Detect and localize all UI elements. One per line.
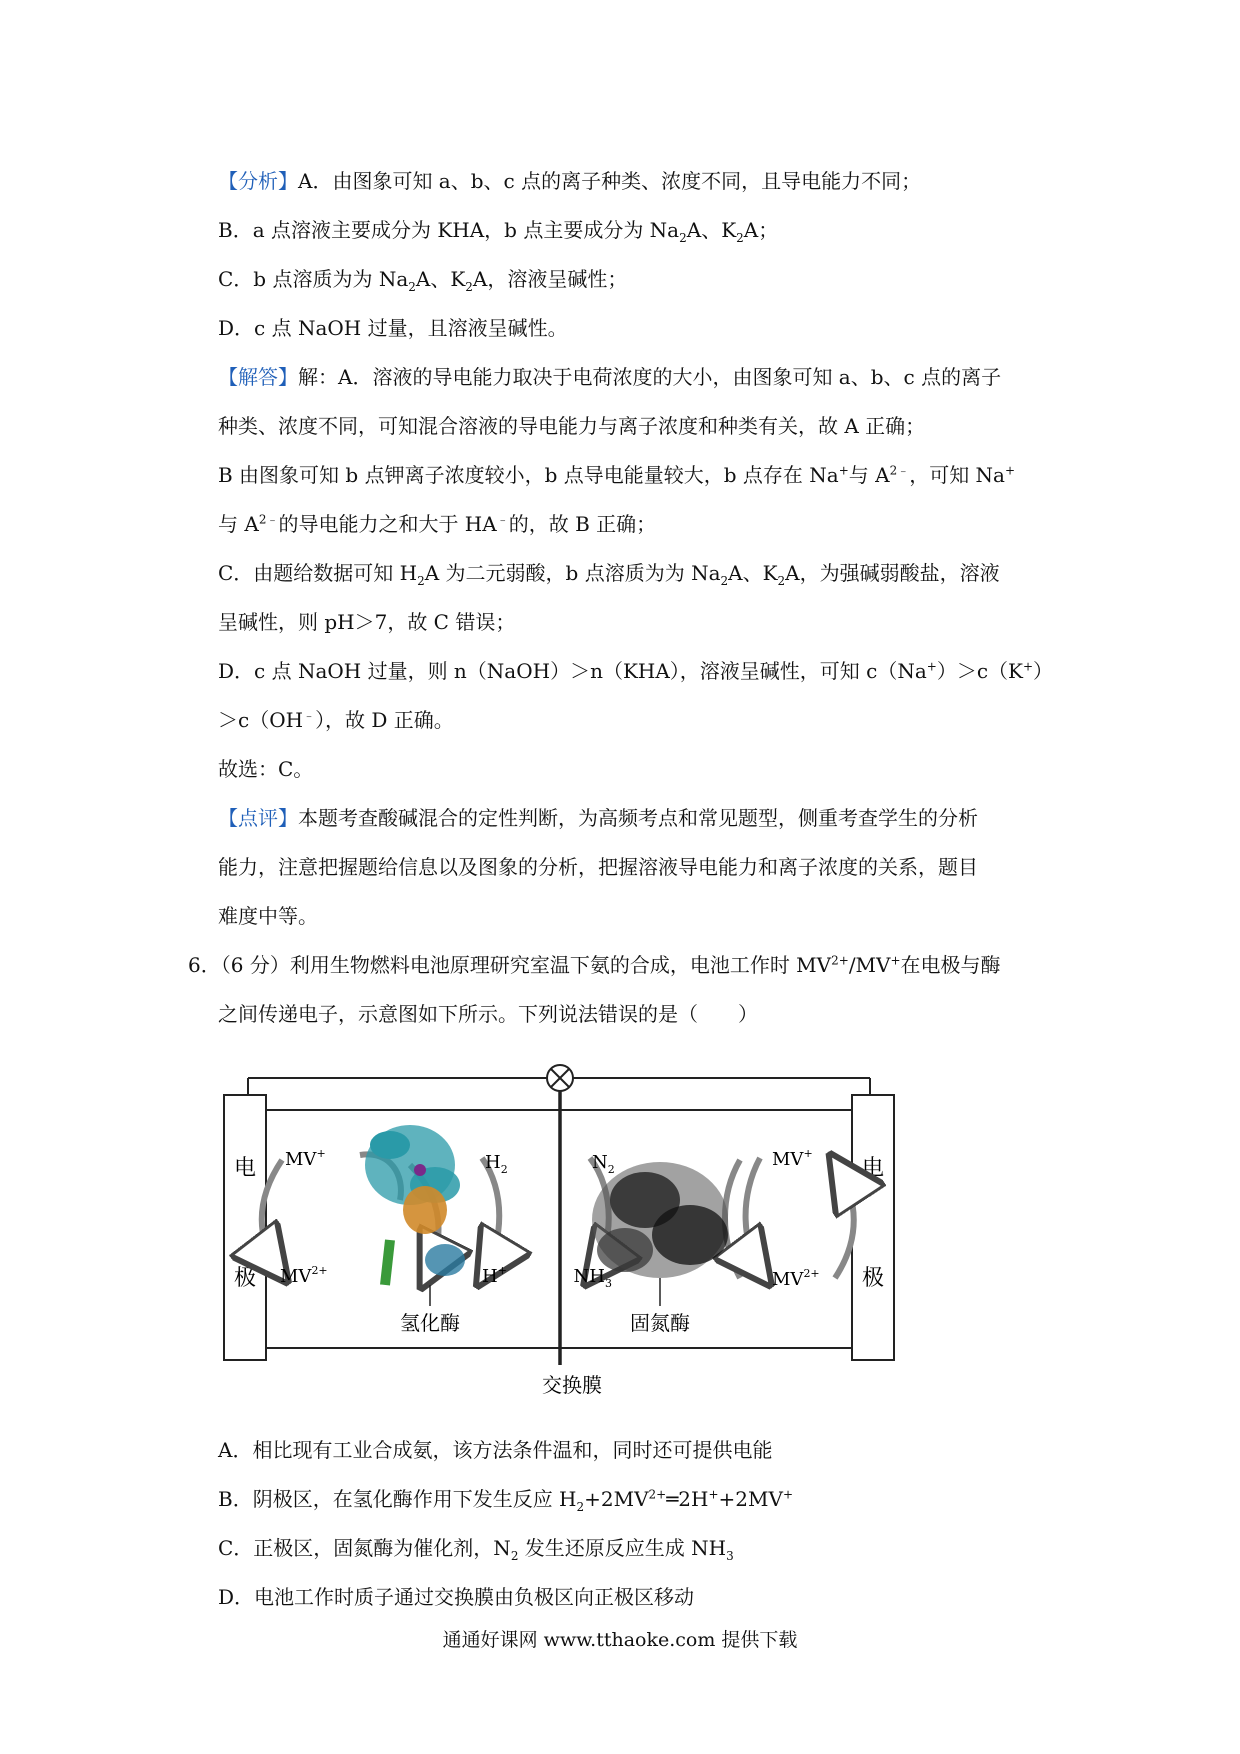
nitrogenase-structure [592,1162,728,1306]
review-tag: 【点评】 [218,806,298,830]
answer-line-9: 故选：C。 [218,757,314,781]
option-c: C．正极区，固氮酶为催化剂，$N_2$ 发生还原反应生成 $NH_3$ [218,1536,734,1563]
option-b: B．阴极区，在氢化酶作用下发生反应 $H_2+2MV^{2+}═2H^++2MV^+$ [218,1487,793,1514]
hydrogenase-structure [365,1125,465,1306]
answer-line-1: 【解答】解：A．溶液的导电能力取决于电荷浓度的大小，由图象可知 a、b、c 点的离子 [218,365,1002,389]
answer-line-3: B 由图象可知 b 点钾离子浓度较小，b 点导电能量较大，b 点存在 Na+与 $A^{2﹣}$，可知 Na+ [218,463,1016,487]
analysis-tag: 【分析】 [218,169,298,193]
label-nitrogenase: 固氮酶 [630,1311,690,1335]
review-line-2: 能力，注意把握题给信息以及图象的分析，把握溶液导电能力和离子浓度的关系，题目 [218,855,978,879]
label-mv-2plus-left: $MV^{2+}$ [280,1264,328,1287]
label-mv-2plus-right: $MV^{2+}$ [772,1267,820,1290]
option-a: A．相比现有工业合成氨，该方法条件温和，同时还可提供电能 [218,1438,773,1462]
electrode-right-bottom: 极 [861,1266,885,1291]
answer-line-4: 与 $A^{2﹣}$的导电能力之和大于 HA﹣的，故 B 正确； [218,512,657,536]
arrow-right-electrode [835,1162,854,1278]
answer-line-2: 种类、浓度不同，可知混合溶液的导电能力与离子浓度和种类有关，故 A 正确； [218,414,926,438]
answer-line-8: ＞c（OH﹣），故 D 正确。 [218,708,454,732]
lamp-icon [547,1065,573,1091]
label-h2: $H_2$ [485,1152,508,1176]
answer-line-5: C．由题给数据可知 $H_2A$ 为二元弱酸，b 点溶质为为 $Na_2A$、$K_2A$，为强碱弱酸盐，溶液 [218,561,1000,588]
electrode-left-bottom: 极 [233,1266,257,1291]
fuel-cell-diagram [220,1050,910,1410]
analysis-line-1: 【分析】A．由图象可知 a、b、c 点的离子种类、浓度不同，且导电能力不同； [218,169,922,193]
page-footer: 通通好课网 www.tthaoke.com 提供下载 [442,1629,798,1651]
electrode-left-top: 电 [233,1156,257,1181]
answer-line-6: 呈碱性，则 pH＞7，故 C 错误； [218,610,516,634]
answer-line-7: D．c 点 NaOH 过量，则 n（NaOH）＞n（KHA），溶液呈碱性，可知 c（Na+）＞c（K+） [218,659,1054,683]
analysis-line-4: D．c 点 NaOH 过量，且溶液呈碱性。 [218,316,568,340]
question-number: 6． [188,953,221,977]
label-mv-plus-left: MV+ [285,1147,326,1170]
electrode-right-top: 电 [861,1156,885,1181]
electrode-right [852,1095,894,1360]
analysis-line-2: B．a 点溶液主要成分为 KHA，b 点主要成分为 $Na_2A$、$K_2A$； [218,218,779,245]
arrow-h2 [482,1158,499,1278]
label-n2: $N_2$ [592,1152,615,1176]
answer-tag: 【解答】 [218,365,298,389]
label-exchange-membrane: 交换膜 [542,1373,602,1397]
label-h-plus: H+ [482,1264,507,1287]
arrow-mv-right-in [746,1158,765,1278]
analysis-line-3: C．b 点溶质为为 $Na_2A$、$K_2A$，溶液呈碱性； [218,267,628,294]
label-nh3: $NH_3$ [573,1266,612,1290]
question-line-1: 6．（6 分）利用生物燃料电池原理研究室温下氨的合成，电池工作时 $MV^{2+}/MV^+$在电极与酶 [188,953,1001,977]
review-line-3: 难度中等。 [218,904,318,928]
option-d: D．电池工作时质子通过交换膜由负极区向正极区移动 [218,1585,695,1609]
label-hydrogenase: 氢化酶 [400,1311,460,1335]
question-line-2: 之间传递电子，示意图如下所示。下列说法错误的是（ ） [218,1002,758,1026]
review-line-1: 【点评】本题考查酸碱混合的定性判断，为高频考点和常见题型，侧重考查学生的分析 [218,806,978,830]
label-mv-plus-right: MV+ [772,1147,813,1170]
